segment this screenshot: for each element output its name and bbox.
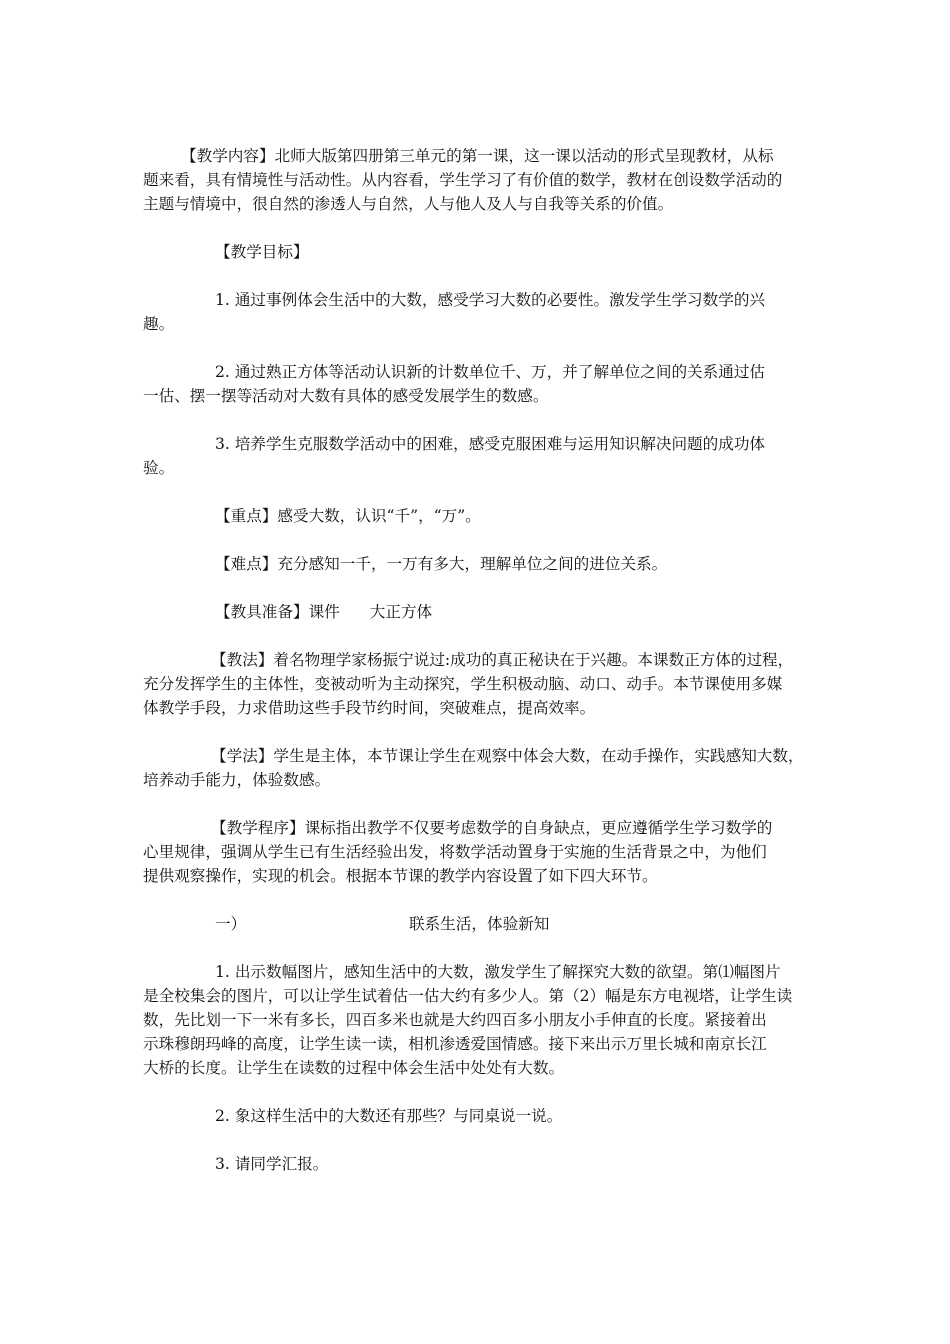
text-line: 主题与情境中，很自然的渗透人与自然，人与他人及人与自我等关系的价值。: [143, 195, 674, 213]
text-line: 3. 培养学生克服数学活动中的困难，感受克服困难与运用知识解决问题的成功体: [215, 435, 766, 453]
difficulty-paragraph: 【难点】充分感知一千，一万有多大，理解单位之间的进位关系。: [215, 555, 668, 573]
section-title: 联系生活，体验新知: [409, 915, 550, 933]
text-line: 1. 出示数幅图片，感知生活中的大数，激发学生了解探究大数的欲望。第⑴幅图片: [215, 963, 781, 981]
tools-item: 大正方体: [369, 603, 433, 621]
text-line: 大桥的长度。让学生在读数的过程中体会生活中处处有大数。: [143, 1059, 565, 1077]
text-line: 培养动手能力，体验数感。: [143, 771, 331, 789]
text-line: 示珠穆朗玛峰的高度，让学生读一读，相机渗透爱国情感。接下来出示万里长城和南京长江: [143, 1035, 767, 1053]
section-number: 一）: [215, 915, 247, 933]
tools-label: 【教具准备】课件: [215, 603, 340, 621]
text-line: 心里规律，强调从学生已有生活经验出发，将数学活动置身于实施的生活背景之中，为他们: [143, 843, 767, 861]
text-line: 【教学内容】北师大版第四册第三单元的第一课，这一课以活动的形式呈现教材，从标: [181, 147, 774, 165]
goal-3-paragraph: [143, 432, 811, 480]
step-2-paragraph: 2. 象这样生活中的大数还有那些？与同桌说一说。: [215, 1107, 563, 1125]
text-line: 【学法】学生是主体，本节课让学生在观察中体会大数，在动手操作，实践感知大数，: [211, 747, 804, 765]
key-point-paragraph: 【重点】感受大数，认识“千”，“万”。: [215, 507, 481, 525]
text-line: 【教法】着名物理学家杨振宁说过:成功的真正秘诀在于兴趣。本课数正方体的过程，: [211, 651, 794, 669]
goal-1-paragraph: [143, 288, 811, 336]
text-line: 【教学程序】课标指出教学不仅要考虑数学的自身缺点，更应遵循学生学习数学的: [211, 819, 773, 837]
text-line: 验。: [143, 459, 175, 477]
text-line: 题来看，具有情境性与活动性。从内容看，学生学习了有价值的数学，教材在创设数学活动的: [143, 171, 783, 189]
teaching-procedure-paragraph: [143, 816, 811, 888]
section-1-heading: [143, 912, 811, 936]
text-line: 是全校集会的图片，可以让学生试着估一估大约有多少人。第（2）幅是东方电视塔，让学生读: [143, 987, 793, 1005]
tools-paragraph: [143, 600, 811, 624]
text-line: 数，先比划一下一米有多长，四百多米也就是大约四百多小朋友小手伸直的长度。紧接着出: [143, 1011, 767, 1029]
text-line: 体教学手段，力求借助这些手段节约时间，突破难点，提高效率。: [143, 699, 596, 717]
text-line: 1. 通过事例体会生活中的大数，感受学习大数的必要性。激发学生学习数学的兴: [215, 291, 766, 309]
step-3-paragraph: 3. 请同学汇报。: [215, 1155, 329, 1173]
text-line: 充分发挥学生的主体性，变被动听为主动探究，学生积极动脑、动口、动手。本节课使用多媒: [143, 675, 783, 693]
teaching-goals-heading: 【教学目标】: [215, 243, 309, 261]
text-line: 一估、摆一摆等活动对大数有具体的感受发展学生的数感。: [143, 387, 549, 405]
text-line: 提供观察操作，实现的机会。根据本节课的教学内容设置了如下四大环节。: [143, 867, 658, 885]
learning-method-paragraph: [143, 744, 811, 792]
step-1-paragraph: [143, 960, 811, 1080]
text-line: 2. 通过熟正方体等活动认识新的计数单位千、万，并了解单位之间的关系通过估: [215, 363, 766, 381]
goal-2-paragraph: [143, 360, 811, 408]
text-line: 趣。: [143, 315, 175, 333]
teaching-method-paragraph: [143, 648, 811, 720]
teaching-content-paragraph: [143, 144, 811, 216]
